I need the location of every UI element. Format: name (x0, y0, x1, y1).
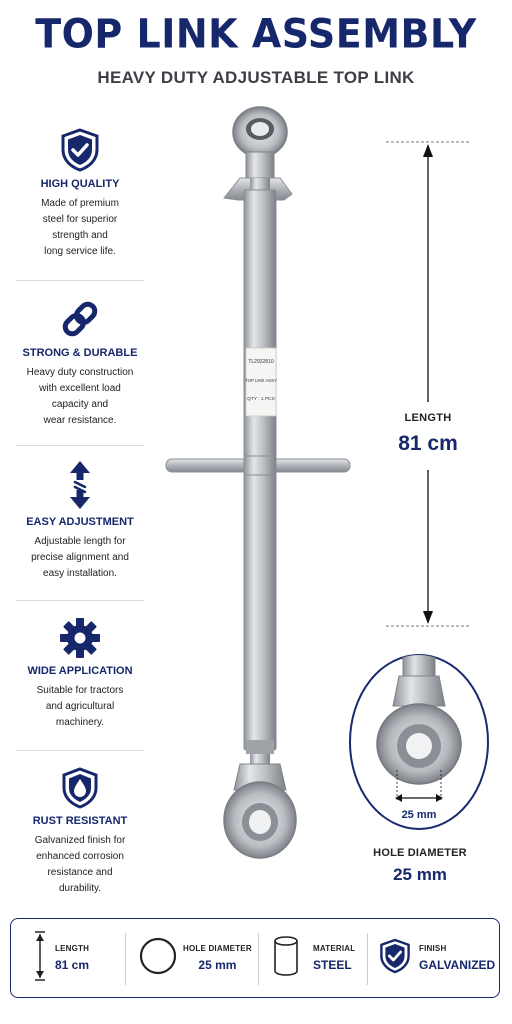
feature-line: with excellent load (39, 383, 121, 394)
feature-line: easy installation. (43, 568, 117, 579)
shield-drop-icon (16, 767, 144, 809)
feature-title: EASY ADJUSTMENT (26, 516, 134, 528)
spec-value: GALVANIZED (419, 958, 496, 972)
top-link-handle (166, 456, 350, 475)
feature-line: capacity and (51, 399, 109, 410)
feature-rust-resistant (16, 751, 144, 916)
page-title: TOP LINK ASSEMBLY (35, 10, 477, 58)
feature-line: Heavy duty construction (26, 367, 134, 378)
feature-description (16, 365, 144, 429)
spec-finish (379, 919, 495, 997)
length-value: 81 cm (398, 432, 458, 455)
length-measurement (378, 140, 478, 630)
feature-line: Galvanized finish for (34, 835, 126, 846)
hole-inner-dimension: 25 mm (401, 809, 437, 821)
page-subtitle: HEAVY DUTY ADJUSTABLE TOP LINK (97, 68, 415, 87)
tag-line: QTY : 1 PCS (247, 397, 275, 402)
spec-bar (10, 918, 500, 998)
spec-material (273, 919, 355, 997)
feature-high-quality (16, 118, 144, 281)
spec-label: FINISH (419, 944, 447, 953)
gear-icon (16, 617, 144, 659)
length-arrow-icon (33, 931, 47, 986)
product-tag (245, 348, 277, 416)
spec-divider (125, 933, 126, 985)
circle-outline-icon (139, 937, 177, 980)
feature-line: precise alignment and (31, 552, 129, 563)
feature-line: Adjustable length for (34, 536, 126, 547)
feature-line: wear resistance. (43, 415, 117, 426)
spec-label: LENGTH (55, 944, 90, 953)
feature-description (16, 833, 144, 897)
tag-line: TL2922810 (248, 359, 274, 365)
spec-hole-diameter (139, 919, 252, 997)
spec-length (33, 919, 89, 997)
feature-description (16, 683, 144, 731)
feature-description (16, 196, 144, 260)
spec-divider (367, 933, 368, 985)
shield-check-icon (16, 128, 144, 172)
feature-line: machinery. (55, 717, 105, 728)
top-link-product-image (160, 100, 360, 900)
vertical-adjust-arrows-icon (16, 460, 144, 510)
feature-line: resistance and (47, 867, 113, 878)
feature-title: STRONG & DURABLE (22, 347, 138, 359)
feature-line: Made of premium (41, 198, 119, 209)
tag-line: TOP LINK ASSY (245, 378, 277, 383)
feature-line: strength and (52, 230, 108, 241)
chain-link-icon (16, 297, 144, 341)
bottom-ball-joint (224, 764, 296, 858)
feature-line: steel for superior (42, 214, 118, 225)
feature-line: durability. (58, 883, 102, 894)
length-label: LENGTH (404, 412, 452, 424)
feature-line: and agricultural (45, 701, 115, 712)
feature-easy-adjustment (16, 446, 144, 601)
shield-check-icon (379, 938, 411, 979)
feature-wide-application (16, 601, 144, 751)
spec-label: HOLE DIAMETER (183, 944, 252, 953)
cylinder-icon (273, 936, 299, 981)
feature-title: HIGH QUALITY (40, 178, 120, 190)
feature-line: Suitable for tractors (36, 685, 124, 696)
feature-strong-durable (16, 281, 144, 446)
feature-description (16, 534, 144, 582)
length-dimension-arrow (378, 140, 478, 630)
feature-title: RUST RESISTANT (32, 815, 128, 827)
feature-line: long service life. (44, 246, 116, 257)
hole-diameter-detail (349, 652, 489, 832)
spec-value: STEEL (313, 958, 352, 972)
spec-label: MATERIAL (313, 944, 356, 953)
hole-diameter-label: HOLE DIAMETER (373, 847, 467, 859)
spec-divider (258, 933, 259, 985)
feature-list (16, 118, 144, 916)
spec-value: 25 mm (198, 958, 237, 972)
hole-diameter-value: 25 mm (393, 865, 447, 884)
spec-value: 81 cm (55, 958, 90, 972)
feature-line: enhanced corrosion (36, 851, 124, 862)
feature-title: WIDE APPLICATION (27, 665, 133, 677)
